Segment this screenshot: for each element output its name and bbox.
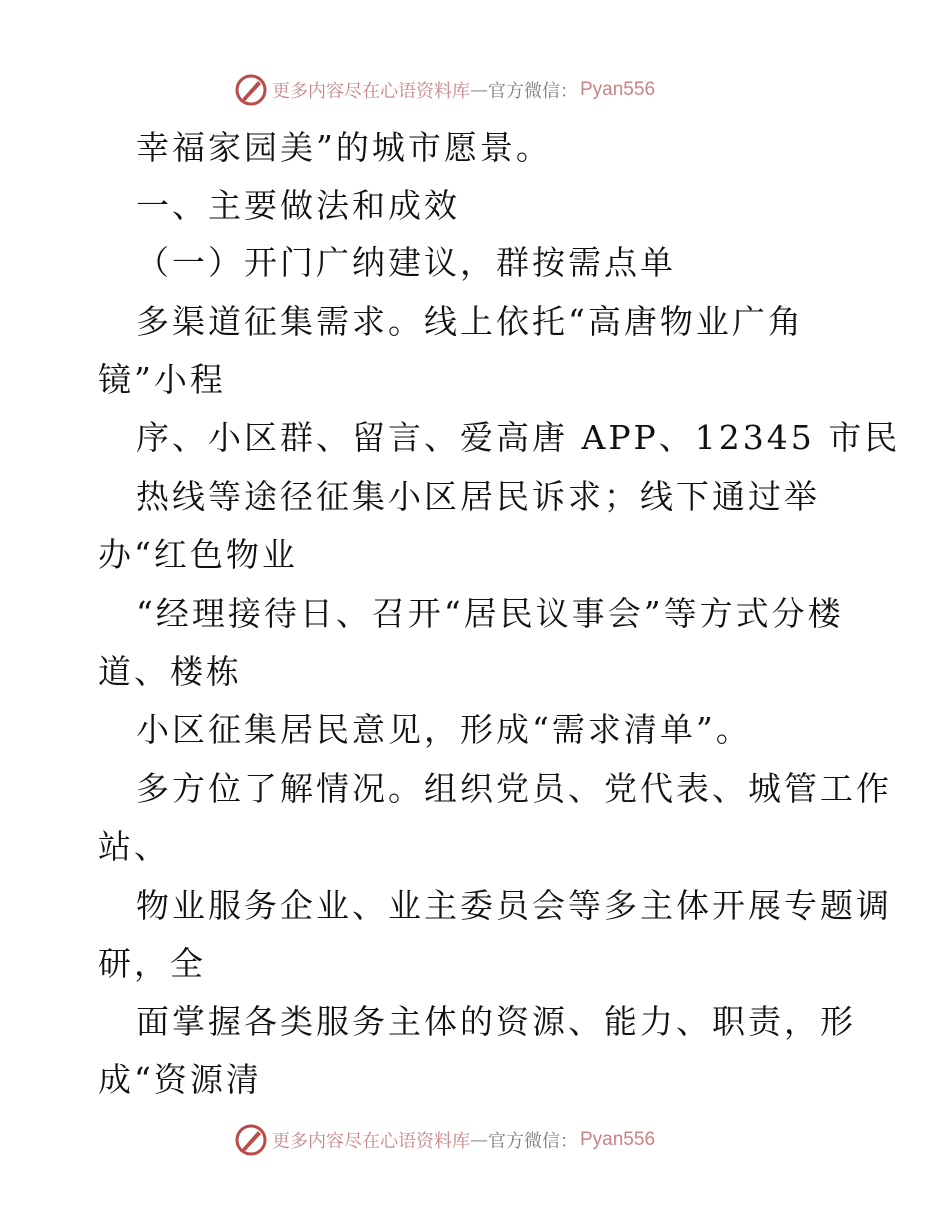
watermark-wechat-id: Pyan556 [580,79,656,100]
body-line: 序、小区群、留言、爱高唐 APP、12345 市民 [136,418,901,457]
body-line: 成“资源清 [98,1060,262,1099]
body-line: 研，全 [98,944,206,983]
quill-pen-logo-icon [234,1123,268,1157]
watermark-wechat-label: 官方微信： [488,1131,578,1152]
body-line: 办“红色物业 [98,535,298,574]
body-line: 道、楼栋 [98,652,242,691]
subsection-heading: （一）开门广纳建议，群按需点单 [136,243,676,282]
body-line: “经理接待日、召开“居民议事会”等方式分楼 [136,594,844,633]
body-line: 多方位了解情况。组织党员、党代表、城管工作 [136,769,892,808]
body-line: 物业服务企业、业主委员会等多主体开展专题调 [136,886,892,925]
watermark-library-text: 更多内容尽在心语资料库 [272,81,470,102]
body-line: 小区征集居民意见，形成“需求清单”。 [136,710,752,749]
watermark-separator: — [470,79,488,101]
body-line: 多渠道征集需求。线上依托“高唐物业广角 [136,302,804,341]
watermark-wechat-label: 官方微信： [488,81,578,102]
body-line: 站、 [98,827,170,866]
watermark-separator: — [470,1129,488,1151]
section-heading: 一、主要做法和成效 [136,186,460,225]
body-line: 面掌握各类服务主体的资源、能力、职责，形 [136,1002,856,1041]
body-line: 镜”小程 [98,360,226,399]
watermark-wechat-id: Pyan556 [580,1129,656,1150]
body-line: 热线等途径征集小区居民诉求；线下通过举 [136,477,820,516]
body-line: 幸福家园美”的城市愿景。 [136,128,552,167]
footer-watermark [234,1122,655,1158]
watermark-library-text: 更多内容尽在心语资料库 [272,1131,470,1152]
